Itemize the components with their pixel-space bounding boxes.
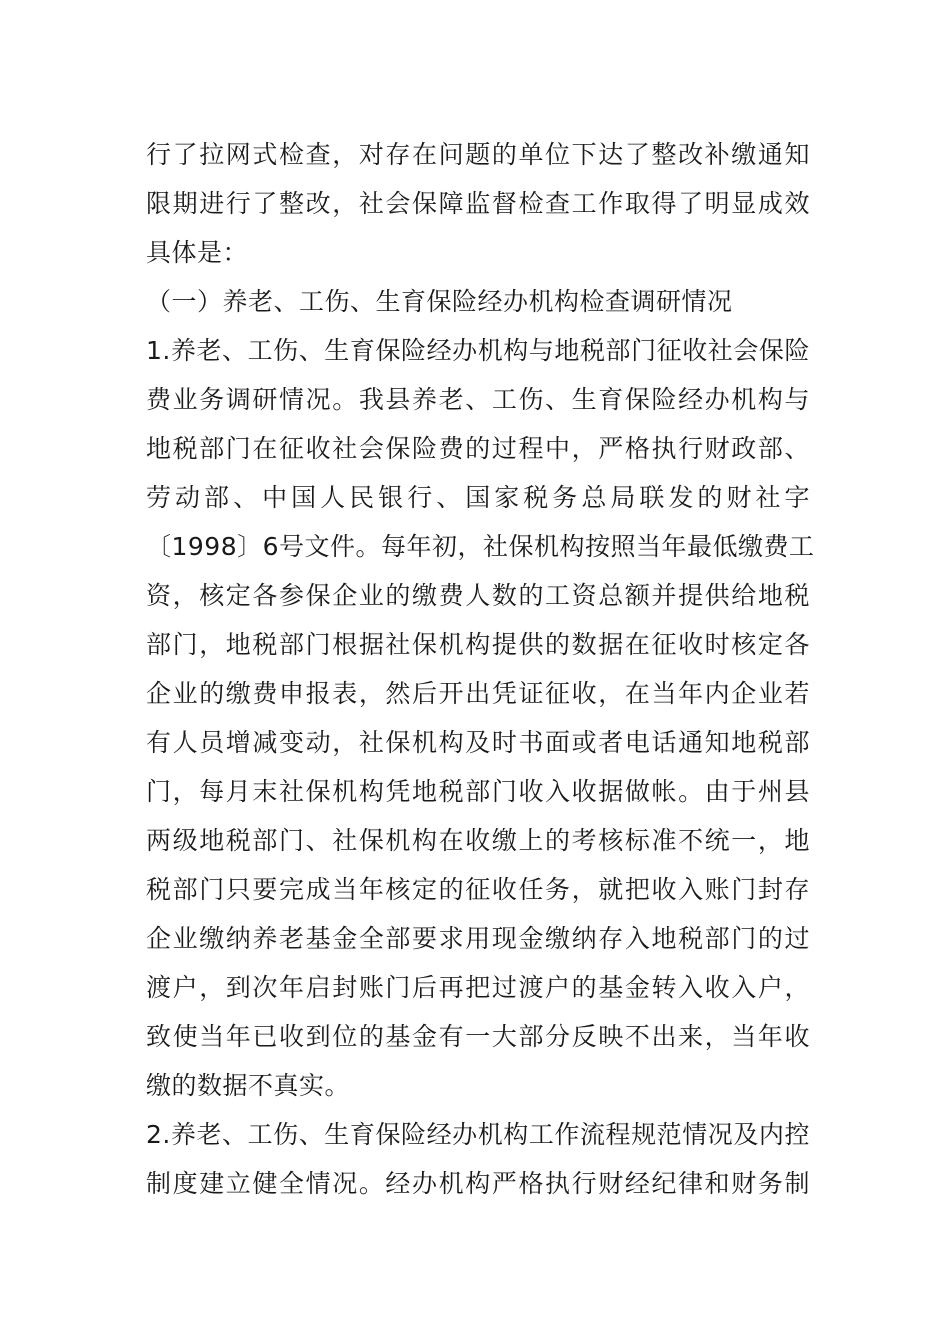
text-line: 有人员增减变动，社保机构及时书面或者电话通知地税部 [146, 728, 810, 757]
text-line: 门，每月末社保机构凭地税部门收入收据做帐。由于州县 [146, 777, 810, 806]
text-line: 资，核定各参保企业的缴费人数的工资总额并提供给地税 [146, 581, 810, 610]
text-line: 企业缴纳养老基金全部要求用现金缴纳存入地税部门的过 [146, 924, 810, 953]
body-text [146, 130, 815, 1208]
text-line: 致使当年已收到位的基金有一大部分反映不出来，当年收 [146, 1022, 810, 1051]
text-line: 费业务调研情况。我县养老、工伤、生育保险经办机构与 [146, 385, 810, 414]
text-line: 〔1998〕6号文件。每年初，社保机构按照当年最低缴费工 [146, 532, 815, 561]
text-line: 行了拉网式检查，对存在问题的单位下达了整改补缴通知 [146, 140, 810, 169]
text-line: 限期进行了整改，社会保障监督检查工作取得了明显成效 [146, 189, 810, 218]
text-line: 缴的数据不真实。 [146, 1071, 351, 1100]
text-line: 地税部门在征收社会保险费的过程中，严格执行财政部、 [146, 434, 810, 463]
text-line: 渡户，到次年启封账门后再把过渡户的基金转入收入户， [146, 973, 810, 1002]
text-line: 企业的缴费申报表，然后开出凭证征收，在当年内企业若 [146, 679, 810, 708]
text-line: 1.养老、工伤、生育保险经办机构与地税部门征收社会保险 [146, 336, 810, 365]
text-line: 税部门只要完成当年核定的征收任务，就把收入账门封存 [146, 875, 810, 904]
text-line: 制度建立健全情况。经办机构严格执行财经纪律和财务制 [146, 1169, 810, 1198]
text-line: 2.养老、工伤、生育保险经办机构工作流程规范情况及内控 [146, 1120, 810, 1149]
text-line: 部门，地税部门根据社保机构提供的数据在征收时核定各 [146, 630, 810, 659]
section-heading: （一）养老、工伤、生育保险经办机构检查调研情况 [146, 287, 733, 316]
text-line: 两级地税部门、社保机构在收缴上的考核标准不统一，地 [146, 826, 810, 855]
text-line: 具体是： [146, 238, 249, 267]
text-line: 劳动部、中国人民银行、国家税务总局联发的财社字 [146, 483, 810, 512]
